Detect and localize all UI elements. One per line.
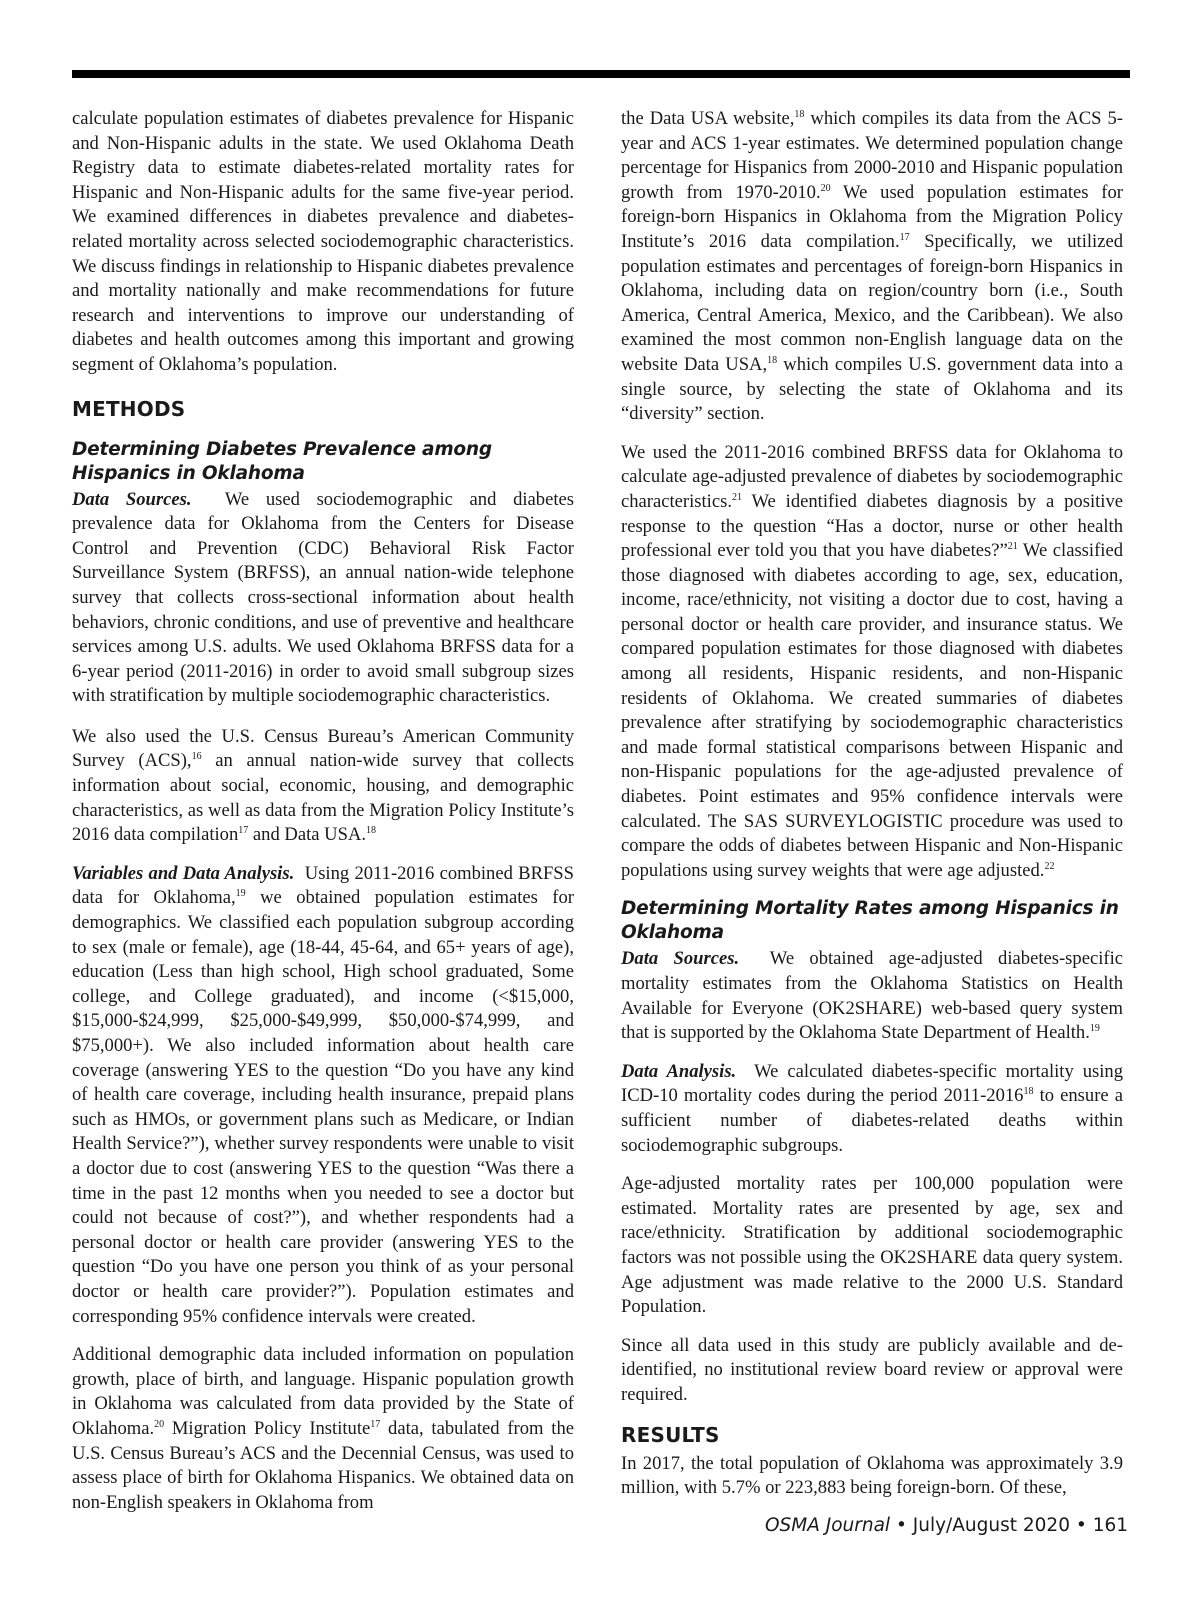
citation: 22 [1044, 860, 1055, 872]
results-heading: RESULTS [621, 1422, 720, 1447]
citation: 21 [731, 491, 742, 503]
citation: 20 [154, 1418, 165, 1430]
citation: 18 [767, 354, 778, 366]
citation: 19 [1089, 1023, 1100, 1035]
intro-paragraph: calculate population estimates of diabetes prevalence for Hispanic and Non-Hispanic adults in the state. We used Oklahoma Death Registry data to estimate diabetes-related mortality rates for Hispanic and Non-Hispanic adults for the same five-year period. We examined differences in diabetes prevalence and diabetes-related mortality across selected sociodemographic characteristics. We discuss findings in relationship to Hispanic diabetes prevalence and mortality nationally and make recommendations for future research and interventions to improve our understanding of diabetes and health outcomes among this important and growing segment of Oklahoma’s population. [72, 108, 574, 375]
citation: 18 [366, 825, 377, 837]
left-column [72, 107, 574, 1529]
demographic-paragraph: Additional demographic data included information on population growth, place of birth, and language. Hispanic population growth in Oklahoma was calculated from data provided by the State of Oklahoma.$^{20}$ Migration Policy Institute$^{17}$ data, tabulated from the U.S. Census Bureau’s ACS and the Decennial Census, was used to assess place of birth for Oklahoma Hispanics. We obtained data on non-English speakers in Oklahoma from [72, 1344, 574, 1513]
footer-separator: • [895, 1515, 907, 1536]
mortality-subheading: Determining Mortality Rates among Hispanics in Oklahoma [621, 898, 1119, 944]
journal-name: OSMA Journal [764, 1515, 891, 1536]
citation: 20 [820, 182, 831, 194]
paragraph-lead: Data Sources. [72, 488, 192, 510]
acs-paragraph: We also used the U.S. Census Bureau’s American Community Survey (ACS),$^{16}$ an annual nation-wide survey that collects information about social, economic, housing, and demographic characteristics, as well as data from the Migration Policy Institute’s 2016 data compilation$^{17}$ and Data USA.$^{18}$ [72, 725, 574, 846]
citation: 18 [1023, 1086, 1034, 1098]
citation: 17 [238, 825, 249, 837]
citation: 17 [899, 231, 910, 243]
page-number: 161 [1092, 1515, 1128, 1536]
data-usa-paragraph: the Data USA website,$^{18}$ which compiles its data from the ACS 5-year and ACS 1-year estimates. We determined population change percentage for Hispanics from 2000-2010 and Hispanic population growth from 1970-2010.20 We used population estimates for foreign-born Hispanics in Oklahoma from the Migration Policy Institute’s 2016 data compilation.$^{17}$ Specifically, we utilized population estimates and percentages of foreign-born Hispanics in Oklahoma, including data on region/country born (i.e., South America, Central America, Mexico, and the Caribbean). We also examined the most common non-English language data on the website Data USA,$^{18}$ which compiles U.S. government data into a single source, by selecting the state of Oklahoma and its “diversity” section. [621, 108, 1123, 425]
issue-date: July/August 2020 [912, 1515, 1070, 1536]
mortality-sources-paragraph: Data Sources. We obtained age-adjusted diabetes-specific mortality estimates from the Oklahoma Statistics on Health Available for Everyone (OK2SHARE) web-based query system that is supported by the Oklahoma State Department of Health.$^{19}$ [621, 948, 1123, 1044]
citation: 19 [235, 888, 246, 900]
data-sources-paragraph: Data Sources. We used sociodemographic and diabetes prevalence data for Oklahoma from the Centers for Disease Control and Prevention (CDC) Behavioral Risk Factor Surveillance System (BRFSS), an annual nation-wide telephone survey that collects cross-sectional information about health behaviors, chronic conditions, and use of preventive and healthcare services among U.S. adults. We used Oklahoma BRFSS data for a 6-year period (2011-2016) in order to avoid small subgroup sizes with stratification by multiple sociodemographic characteristics. [72, 488, 574, 707]
right-column [621, 107, 1123, 1515]
brfss-paragraph: We used the 2011-2016 combined BRFSS data for Oklahoma to calculate age-adjusted prevalence of diabetes by sociodemographic characteristics.$^{21}$ We identified diabetes diagnosis by a positive response to the question “Has a doctor, nurse or other health professional ever told you that you have diabetes?”$^{21}$ We classified those diagnosed with diabetes according to age, sex, education, income, race/ethnicity, not visiting a doctor due to cost, having a personal doctor or health care provider, and insurance status. We compared population estimates for those diagnosed with diabetes among all residents, Hispanic residents, and non-Hispanic residents of Oklahoma. We created summaries of diabetes prevalence after stratifying by sociodemographic characteristics and made formal statistical comparisons between Hispanic and non-Hispanic populations for the age-adjusted prevalence of diabetes. Point estimates and 95% confidence intervals were calculated. The SAS SURVEYLOGISTIC procedure was used to compare the odds of diabetes between Hispanic and Non-Hispanic populations using survey weights that were age adjusted.$^{22}$ [621, 441, 1123, 881]
paragraph-lead: Data Sources. [621, 948, 740, 970]
paragraph-lead: Data Analysis. [621, 1060, 737, 1082]
results-paragraph: In 2017, the total population of Oklahoma was approximately 3.9 million, with 5.7% or 223,883 being foreign-born. Of these, [621, 1452, 1123, 1499]
page-footer [765, 1515, 1128, 1536]
mortality-rates-paragraph: Age-adjusted mortality rates per 100,000 population were estimated. Mortality rates are presented by age, sex and race/ethnicity. Stratification by additional sociodemographic factors was not possible using the OK2SHARE data query system. Age adjustment was made relative to the 2000 U.S. Standard Population. [621, 1173, 1123, 1318]
top-rule [72, 70, 1130, 78]
prevalence-subheading: Determining Diabetes Prevalence among Hispanics in Oklahoma [72, 438, 492, 484]
citation: 18 [794, 109, 805, 120]
footer-separator: • [1075, 1515, 1087, 1536]
citation: 21 [1007, 541, 1018, 553]
variables-paragraph: Variables and Data Analysis. Using 2011-2016 combined BRFSS data for Oklahoma,$^{19}$ we obtained population estimates for demographics. We classified each population subgroup according to sex (male or female), age (18-44, 45-64, and 65+ years of age), education (Less than high school, High school graduated, Some college, and College graduated), and income (<$15,000, $15,000-$24,999, $25,000-$49,999, $50,000-$74,999, and $75,000+). We also included information about health care coverage (answering YES to the question “Do you have any kind of health care coverage, including health insurance, prepaid plans such as HMOs, or government plans such as Medicare, or Indian Health Service?”), whether survey respondents were unable to visit a doctor due to cost (answering YES to the question “Was there a time in the past 12 months when you needed to see a doctor but could not because of cost?”), and whether respondents had a personal doctor or health care provider (answering YES to the question “Do you have one person you think of as your personal doctor or health care provider?”). Population estimates and corresponding 95% confidence intervals were created. [72, 862, 574, 1327]
irb-paragraph: Since all data used in this study are publicly available and de-identified, no institutional review board review or approval were required. [621, 1334, 1123, 1405]
data-analysis-paragraph: Data Analysis. We calculated diabetes-specific mortality using ICD-10 mortality codes during the period 2011-2016$^{18}$ to ensure a sufficient number of diabetes-related deaths within sociodemographic subgroups. [621, 1060, 1124, 1156]
methods-heading: METHODS [72, 396, 186, 421]
paragraph-lead: Variables and Data Analysis. [72, 862, 295, 884]
citation: 17 [370, 1418, 381, 1430]
citation: 16 [191, 751, 202, 763]
